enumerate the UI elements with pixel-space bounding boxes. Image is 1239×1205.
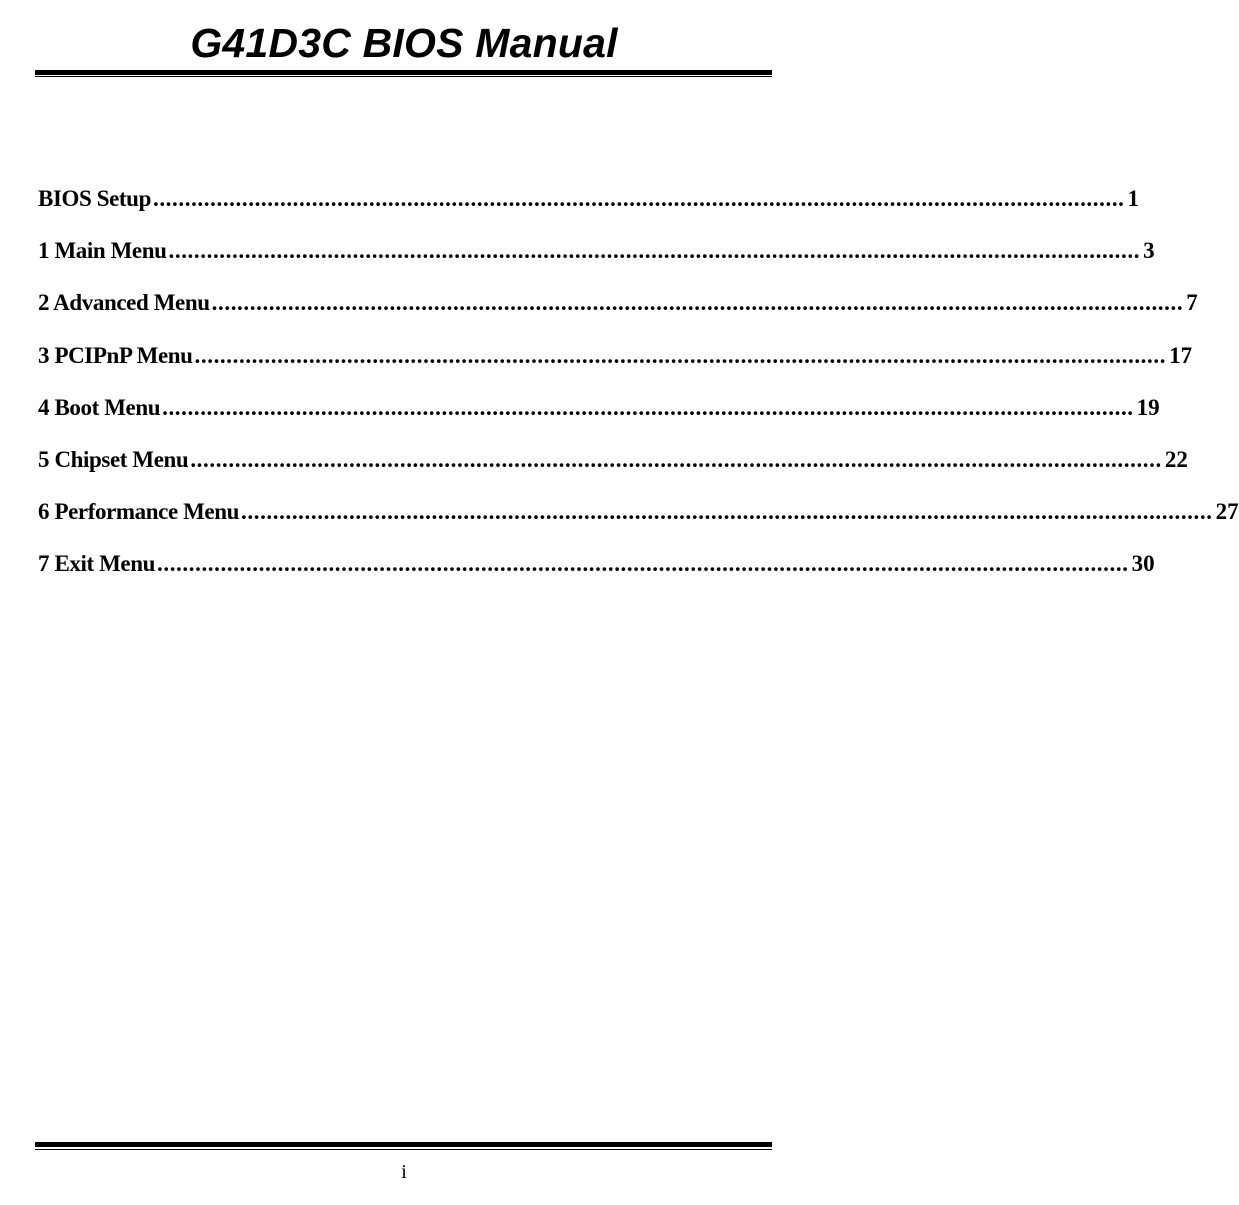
- toc-dot-leader: .........................................................................................................................................................: [152, 186, 1125, 211]
- toc-entry-label: 2 Advanced Menu: [38, 290, 210, 316]
- header-rule-thick: [35, 70, 772, 75]
- toc-entry-label: BIOS Setup: [38, 186, 151, 211]
- page-number: i: [401, 1161, 407, 1183]
- toc-entry-page: 1: [1127, 186, 1140, 211]
- header-rule-thin: [35, 76, 772, 77]
- toc-entry-page: 30: [1131, 551, 1155, 577]
- toc-entry-label: 3 PCIPnP Menu: [38, 342, 193, 368]
- toc-dot-leader: .........................................................................................................................................................: [157, 551, 1129, 577]
- footer-rule-thick: [35, 1142, 772, 1147]
- toc-entry-page: 22: [1164, 446, 1188, 472]
- toc-entry-advanced-menu[interactable]: [38, 288, 1198, 340]
- toc-dot-leader: .........................................................................................................................................................: [241, 499, 1213, 525]
- toc-entry-label: 5 Chipset Menu: [38, 446, 189, 472]
- toc-dot-leader: .........................................................................................................................................................: [190, 446, 1162, 472]
- page-header: [0, 0, 808, 80]
- toc-dot-leader: .........................................................................................................................................................: [162, 394, 1134, 420]
- toc-dot-leader: .........................................................................................................................................................: [194, 342, 1167, 368]
- toc-entry-bios-setup[interactable]: [38, 184, 1140, 236]
- toc-entry-label: 1 Main Menu: [38, 238, 167, 264]
- toc-entry-pcipnp-menu[interactable]: [38, 341, 1193, 393]
- toc-entry-label: 7 Exit Menu: [38, 551, 155, 577]
- toc-entry-boot-menu[interactable]: [38, 393, 1160, 445]
- document-title: G41D3C BIOS Manual: [190, 20, 618, 66]
- toc-entry-page: 3: [1143, 238, 1155, 264]
- toc-dot-leader: .........................................................................................................................................................: [168, 238, 1141, 264]
- footer-rule-thin: [35, 1149, 772, 1150]
- page-footer: [0, 1140, 808, 1205]
- toc-entry-label: 6 Performance Menu: [38, 499, 240, 525]
- toc-entry-exit-menu[interactable]: [38, 549, 1155, 601]
- toc-entry-page: 17: [1169, 342, 1193, 368]
- toc-entry-page: 19: [1136, 394, 1160, 420]
- toc-entry-page: 27: [1215, 499, 1239, 525]
- toc-entry-chipset-menu[interactable]: [38, 445, 1188, 497]
- toc-entry-label: 4 Boot Menu: [38, 394, 161, 420]
- table-of-contents: [38, 184, 1239, 602]
- toc-entry-main-menu[interactable]: [38, 236, 1155, 288]
- toc-entry-page: 7: [1186, 290, 1198, 316]
- toc-dot-leader: .........................................................................................................................................................: [211, 290, 1184, 316]
- toc-entry-performance-menu[interactable]: [38, 497, 1239, 549]
